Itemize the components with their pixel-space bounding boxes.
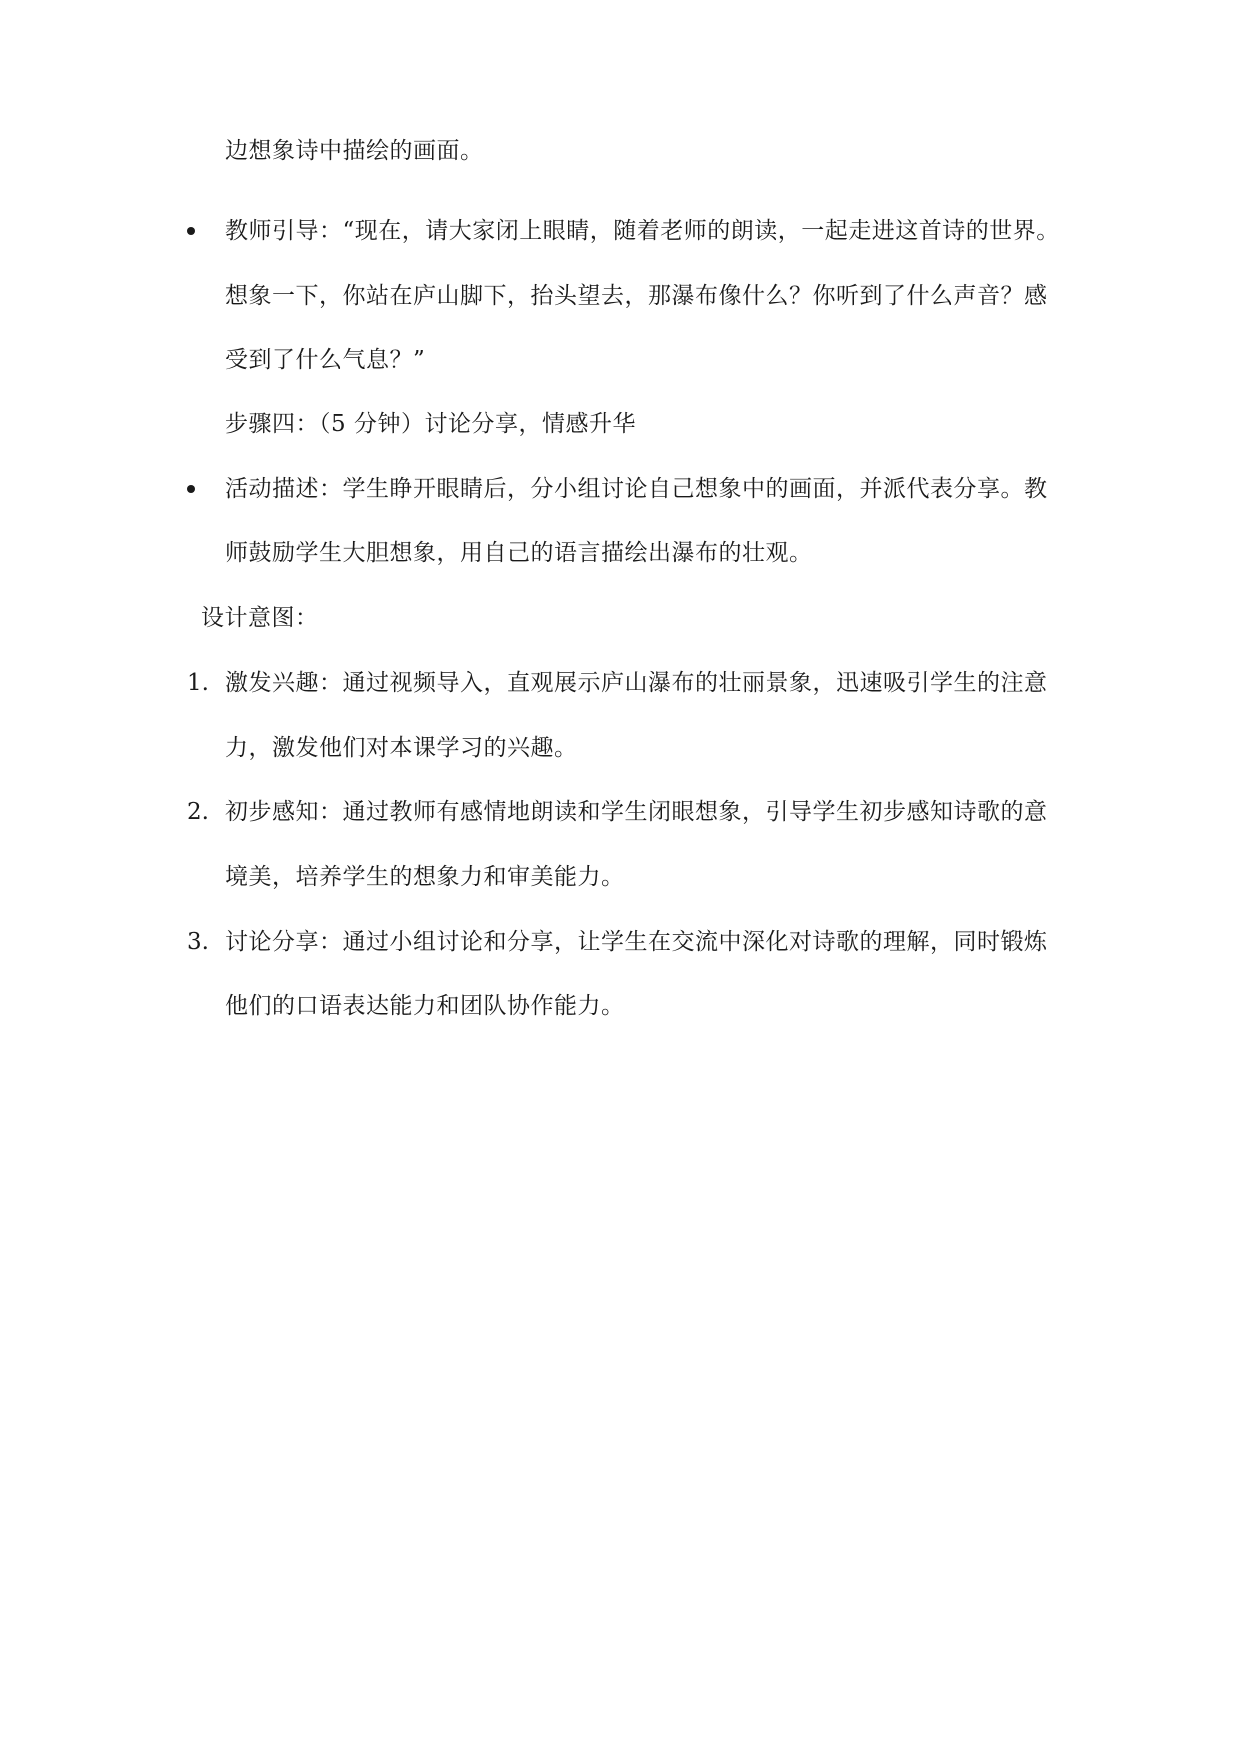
bullet-dot-guide <box>187 227 195 235</box>
design-item-number-2: 2. <box>187 799 209 825</box>
design-item-2-line-2: 境美，培养学生的想象力和审美能力。 <box>225 864 625 890</box>
bullet-dot-activity <box>187 485 195 493</box>
guide-line-3: 受到了什么气息？” <box>225 347 426 373</box>
design-item-3-line-2: 他们的口语表达能力和团队协作能力。 <box>225 993 625 1019</box>
design-item-number-1: 1. <box>187 670 209 696</box>
design-item-3-line-1: 讨论分享：通过小组讨论和分享，让学生在交流中深化对诗歌的理解，同时锻炼 <box>225 929 1048 955</box>
guide-line-1: 教师引导：“现在，请大家闭上眼睛，随着老师的朗读，一起走进这首诗的世界。 <box>225 218 1060 244</box>
design-item-2-line-1: 初步感知：通过教师有感情地朗读和学生闭眼想象，引导学生初步感知诗歌的意 <box>225 799 1048 825</box>
design-item-1-line-2: 力，激发他们对本课学习的兴趣。 <box>225 735 578 761</box>
step-four-heading: 步骤四：（5 分钟）讨论分享，情感升华 <box>225 411 636 437</box>
design-item-1-line-1: 激发兴趣：通过视频导入，直观展示庐山瀑布的壮丽景象，迅速吸引学生的注意 <box>225 670 1048 696</box>
guide-line-2: 想象一下，你站在庐山脚下，抬头望去，那瀑布像什么？你听到了什么声音？感 <box>225 283 1048 309</box>
activity-line-2: 师鼓励学生大胆想象，用自己的语言描绘出瀑布的壮观。 <box>225 540 813 566</box>
design-item-number-3: 3. <box>187 929 209 955</box>
intro-continuation-line: 边想象诗中描绘的画面。 <box>225 138 484 164</box>
design-intent-heading: 设计意图： <box>201 605 319 631</box>
activity-line-1: 活动描述：学生睁开眼睛后，分小组讨论自己想象中的画面，并派代表分享。教 <box>225 476 1048 502</box>
